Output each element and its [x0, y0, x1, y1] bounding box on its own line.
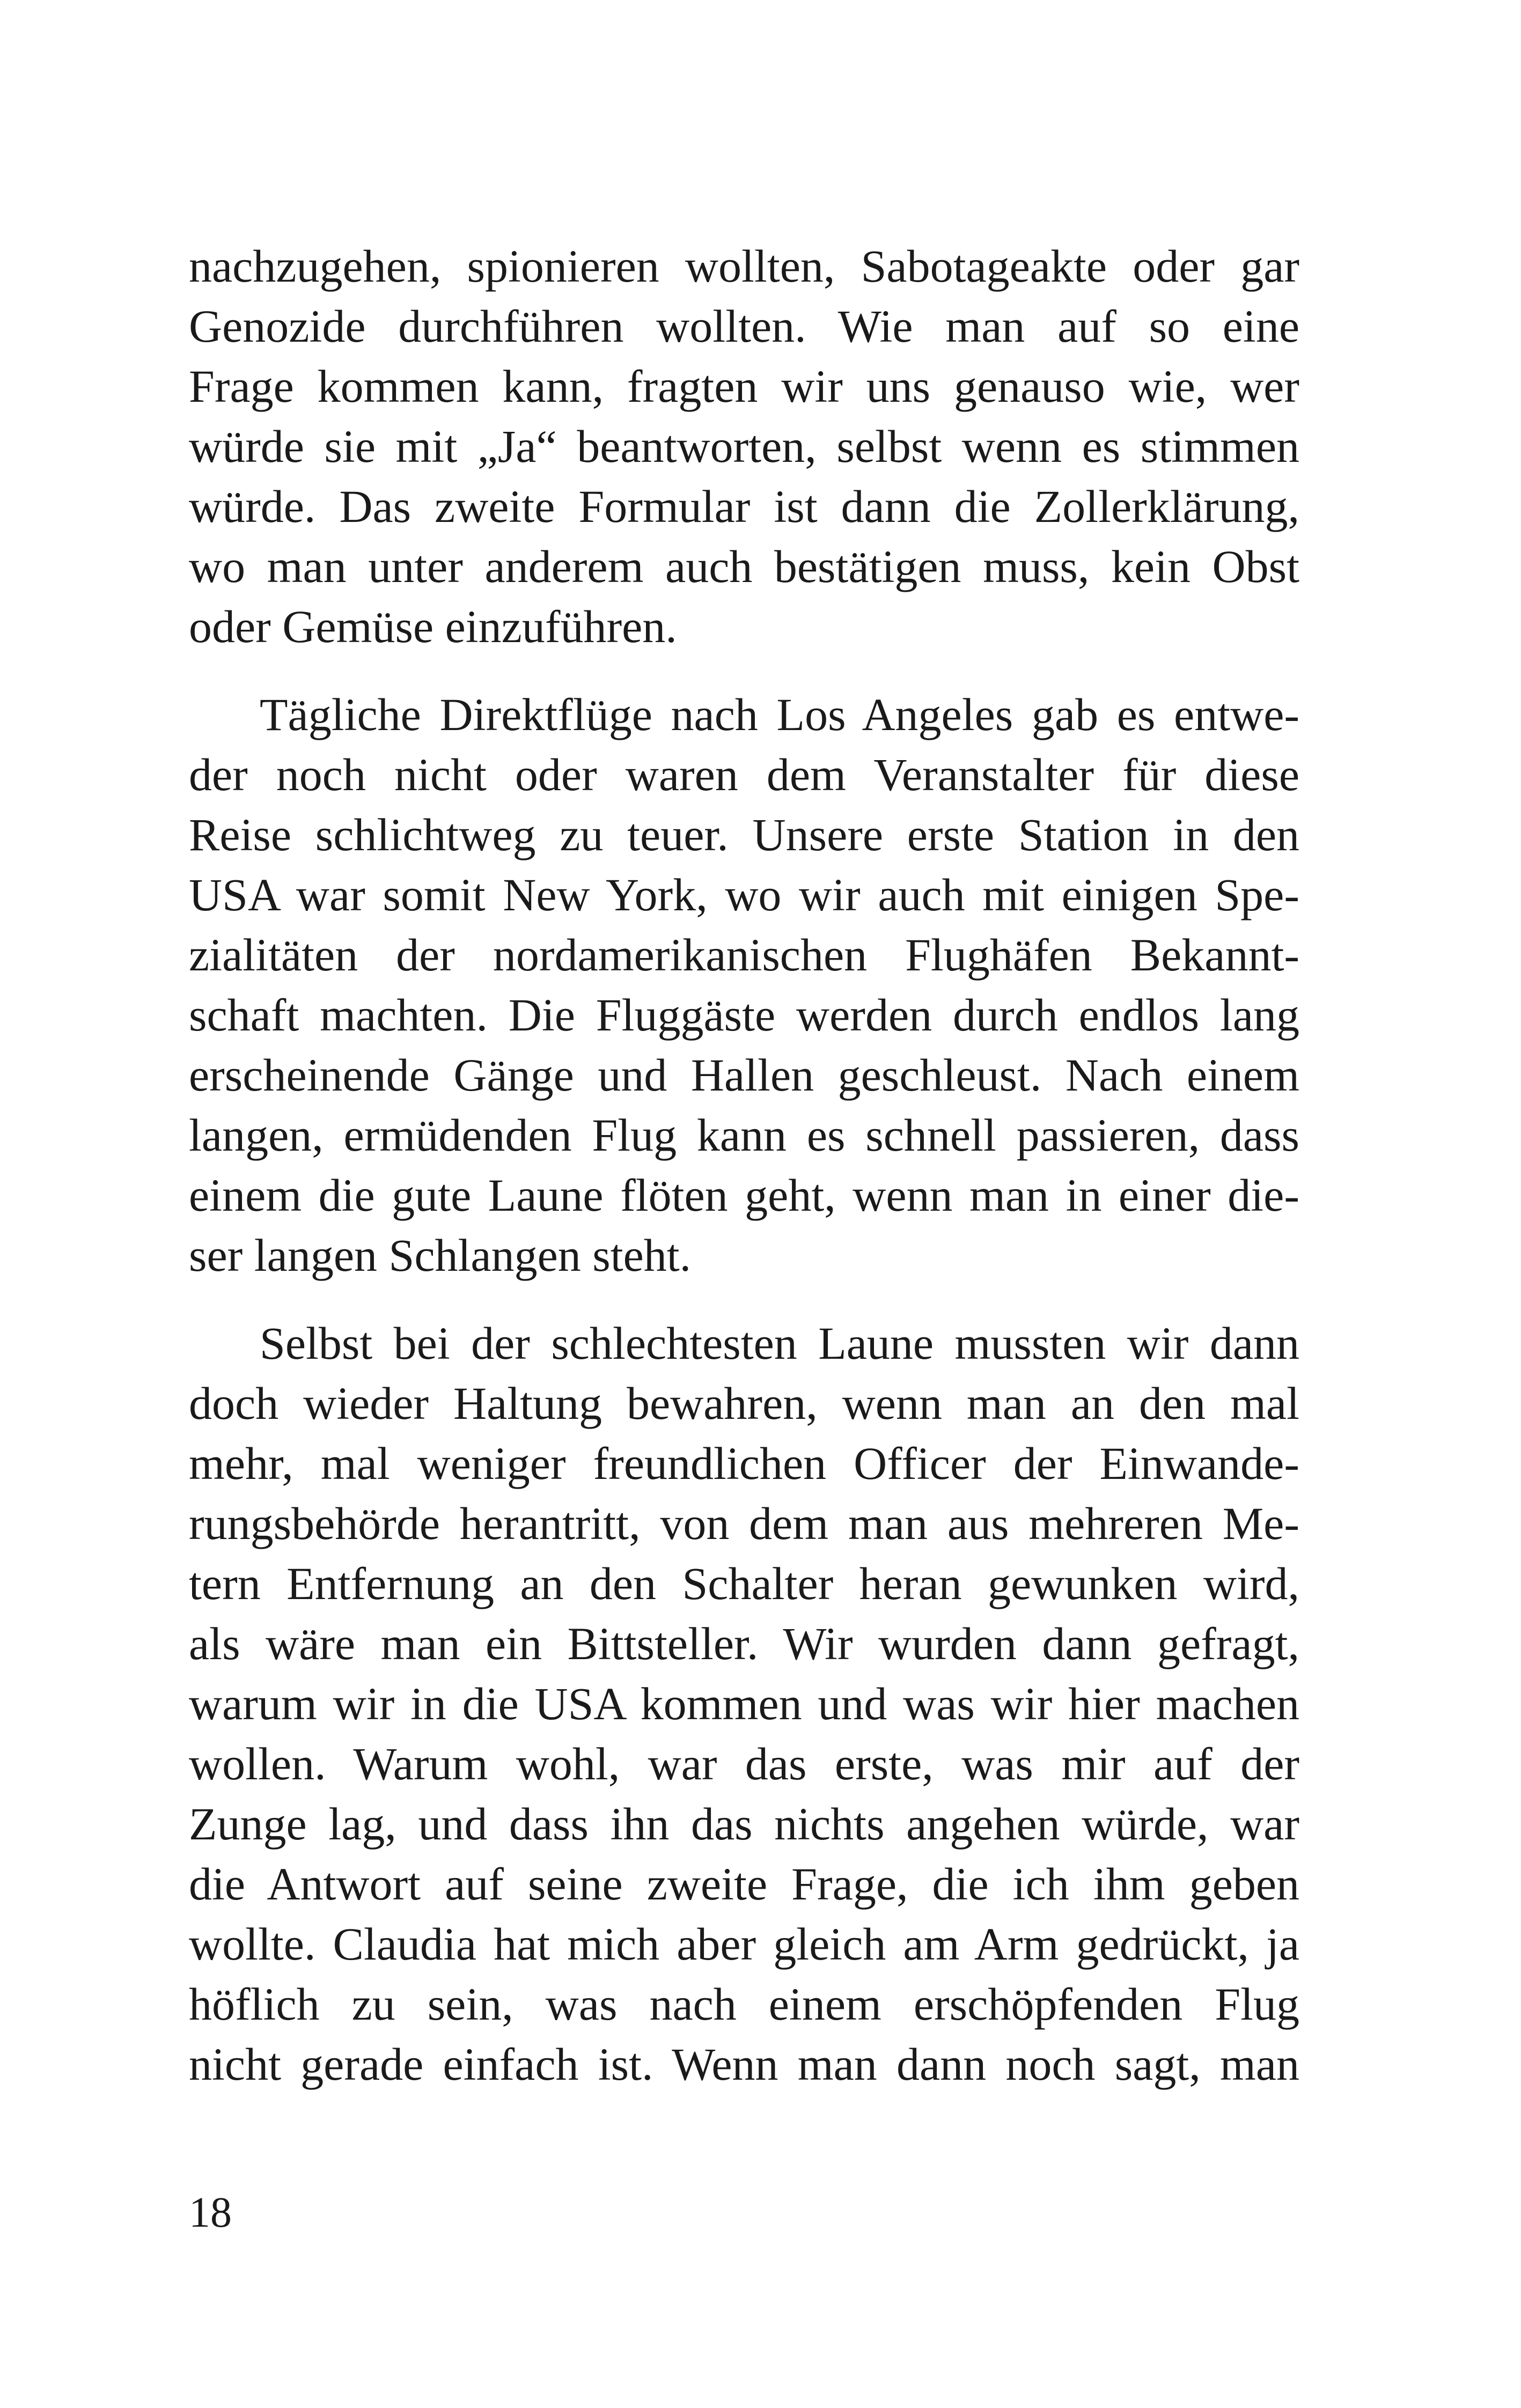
paragraph-2	[189, 684, 1299, 1285]
text-line: Reise schlichtweg zu teuer. Unsere erste Station in den	[189, 809, 1299, 860]
text-line: mehr, mal weniger freundlichen Officer der Einwande-	[189, 1438, 1299, 1489]
text-line: würde sie mit „Ja“ beantworten, selbst wenn es stimmen	[189, 421, 1299, 472]
body-text	[189, 236, 1299, 2094]
text-line: zialitäten der nordamerikanischen Flughäfen Bekannt-	[189, 929, 1299, 981]
text-line: Zunge lag, und dass ihn das nichts angehen würde, war	[189, 1798, 1299, 1850]
text-line: nachzugehen, spionieren wollten, Sabotageakte oder gar	[189, 240, 1299, 292]
text-line: tern Entfernung an den Schalter heran gewunken wird,	[189, 1558, 1299, 1609]
text-line: rungsbehörde herantritt, von dem man aus mehreren Me-	[189, 1498, 1299, 1549]
text-line: höflich zu sein, was nach einem erschöpfenden Flug	[189, 1978, 1299, 2030]
text-line: einem die gute Laune flöten geht, wenn man in einer die-	[189, 1169, 1299, 1221]
paragraph-1	[189, 236, 1299, 657]
text-line: als wäre man ein Bittsteller. Wir wurden dann gefragt,	[189, 1618, 1299, 1669]
text-line: doch wieder Haltung bewahren, wenn man an den mal	[189, 1378, 1299, 1429]
text-line: die Antwort auf seine zweite Frage, die ich ihm geben	[189, 1858, 1299, 1910]
text-line: schaft machten. Die Fluggäste werden durch endlos lang	[189, 989, 1299, 1041]
text-line: wo man unter anderem auch bestätigen muss, kein Obst	[189, 541, 1299, 592]
text-line: Tägliche Direktflüge nach Los Angeles gab es entwe-	[260, 689, 1299, 740]
text-line: Selbst bei der schlechtesten Laune mussten wir dann	[260, 1317, 1299, 1369]
text-line: USA war somit New York, wo wir auch mit einigen Spe-	[189, 869, 1299, 921]
text-line: Frage kommen kann, fragten wir uns genauso wie, wer	[189, 360, 1299, 412]
page-number: 18	[189, 2189, 232, 2236]
text-line: ser langen Schlangen steht.	[189, 1229, 692, 1281]
paragraph-3	[189, 1313, 1299, 2094]
text-line: oder Gemüse einzuführen.	[189, 601, 677, 652]
text-line: nicht gerade einfach ist. Wenn man dann noch sagt, man	[189, 2038, 1299, 2090]
text-line: Genozide durchführen wollten. Wie man auf so eine	[189, 300, 1299, 352]
text-line: langen, ermüdenden Flug kann es schnell passieren, dass	[189, 1109, 1299, 1161]
text-line: warum wir in die USA kommen und was wir hier machen	[189, 1678, 1299, 1729]
text-line: der noch nicht oder waren dem Veranstalter für diese	[189, 749, 1299, 800]
text-line: erscheinende Gänge und Hallen geschleust. Nach einem	[189, 1049, 1299, 1101]
text-line: wollen. Warum wohl, war das erste, was mir auf der	[189, 1738, 1299, 1790]
text-line: würde. Das zweite Formular ist dann die Zollerklärung,	[189, 481, 1299, 532]
text-line: wollte. Claudia hat mich aber gleich am Arm gedrückt, ja	[189, 1918, 1299, 1970]
